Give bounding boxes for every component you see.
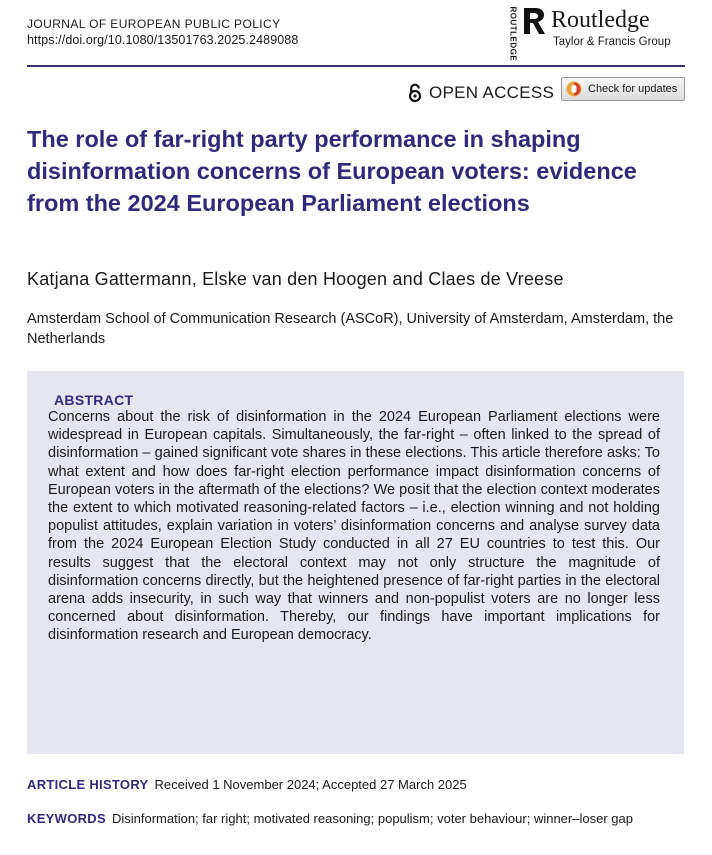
abstract-section xyxy=(27,371,684,754)
open-access-lock-icon xyxy=(408,83,422,103)
publisher-vertical-text: ROUTLEDGE xyxy=(508,6,518,62)
keywords xyxy=(27,810,687,828)
article-history-text: Received 1 November 2024; Accepted 27 March 2025 xyxy=(154,777,467,792)
check-for-updates-button[interactable] xyxy=(561,77,685,101)
routledge-logo-icon xyxy=(521,6,549,36)
abstract-text: Concerns about the risk of disinformation in the 2024 European Parliament elections were widespread in European capitals. Simultaneously, the far-right – often linked to the spread of disinformation – gained significant vote shares in these elections. This article therefore asks: To what extent and how does far-right election performance impact disinformation concerns of European voters in the aftermath of the elections? We posit that the election context moderates the extent to which motivated reasoning-related factors – i.e., election winning and not holding populist attitudes, explain variation in voters’ disinformation concerns and analyse survey data from the 2024 European Election Study conducted in all 27 EU countries to test this. Our results suggest that the electoral context may not only structure the magnitude of disinformation concerns directly, but the heightened presence of far-right parties in the electoral arena adds insecurity, in such way that winners and non-populist voters are no longer less concerned about disinformation. Thereby, our findings have important implications for disinformation research and European democracy. xyxy=(48,409,660,644)
header-divider xyxy=(27,65,685,67)
publisher-group: Taylor & Francis Group xyxy=(553,36,671,48)
article-history xyxy=(27,776,467,794)
journal-name: JOURNAL OF EUROPEAN PUBLIC POLICY xyxy=(27,17,281,31)
publisher-logo xyxy=(508,4,688,62)
author-list: Katjana Gattermann, Elske van den Hoogen and Claes de Vreese xyxy=(27,269,564,289)
keywords-text: Disinformation; far right; motivated reasoning; populism; voter behaviour; winner–loser gap xyxy=(111,811,633,826)
open-access-label: OPEN ACCESS xyxy=(429,83,555,102)
publisher-name: Routledge xyxy=(551,7,650,33)
journal-header xyxy=(27,16,298,48)
abstract-heading: ABSTRACT xyxy=(54,392,134,408)
article-history-label: ARTICLE HISTORY xyxy=(27,777,149,792)
doi-link[interactable]: https://doi.org/10.1080/13501763.2025.2489088 xyxy=(27,33,299,47)
keywords-label: KEYWORDS xyxy=(27,811,106,826)
article-title: The role of far-right party performance in shaping disinformation concerns of European voters: evidence from the 2024 European Parliament elections xyxy=(27,126,637,216)
open-access-badge xyxy=(408,82,554,104)
check-for-updates-label: Check for updates xyxy=(588,83,678,95)
author-affiliation: Amsterdam School of Communication Research (ASCoR), University of Amsterdam, Amsterdam, the Netherlands xyxy=(27,311,674,347)
check-for-updates-icon xyxy=(566,81,582,97)
